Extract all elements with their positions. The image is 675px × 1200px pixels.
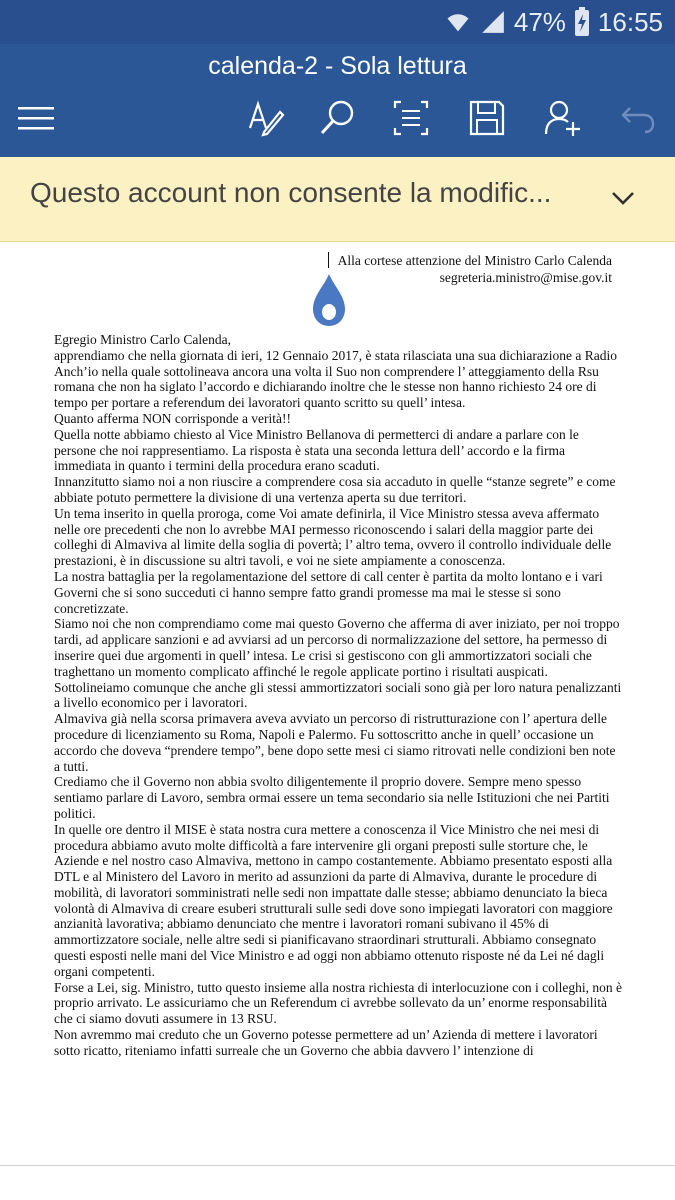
wifi-icon [444,8,472,36]
paragraph: Quella notte abbiamo chiesto al Vice Ministro Bellanova di permetterci di andare a parlare con le persone che noi rappresentiamo. La risposta è stata una seconda lettura dell’ accordo e la firma immediata in quanto i termini della procedura erano scaduti. [54,426,579,474]
recipient-block [338,252,612,286]
save-icon [467,98,507,138]
paragraph: apprendiamo che nella giornata di ieri, 12 Gennaio 2017, è stata rilasciata una sua dichiarazione a Radio Anch’io nella quale sottolineava ancora una volta il Suo non comprendere l’ atteggiamento della Rsu romana che non ha siglato l’accordo e dichiarando inoltre che le stesse non hanno richiesto 24 ore di tempo per portare a referendum dei lavoratori quanto scritto su quell’ intesa. [54,347,618,411]
paragraph: Egregio Ministro Carlo Calenda, [54,332,231,347]
letter-body [54,332,624,1059]
recipient-line: Alla cortese attenzione del Ministro Carlo Calenda [337,253,612,268]
status-bar [0,0,675,44]
undo-icon [618,98,658,138]
selection-handle-icon[interactable] [312,272,346,328]
document-page [0,242,675,1200]
paragraph: Forse a Lei, sig. Ministro, tutto questo insieme alla nostra richiesta di interlocuzione con i colleghi, non è proprio arrivato. Le assicuriamo che un Referendum ci avrebbe sollevato da un’ enorme responsabilità che ci siamo dovuti assumere in 13 RSU. [54,979,622,1027]
battery-percent: 47% [513,6,566,37]
paragraph: Un tema inserito in quella proroga, come Voi amate definirla, il Vice Ministro stessa aveva affermato nelle ore precedenti che non lo avrebbe MAI permesso riconoscendo i salari della maggior parte dei colleghi di Almaviva al limite della soglia di povertà; l’ altro tema, ovvero il controllo individuale delle prestazioni, è in discussione su altri tavoli, e voi ne siete ampiamente a conoscenza. [54,505,612,569]
paragraph: Innanzitutto siamo noi a non riuscire a comprendere cosa sia accaduto in quelle “stanze segrete” e come abbiate potuto permettere la divisione di una vertenza aperta su due territori. [54,474,616,505]
share-person-icon [543,98,583,138]
signal-icon [480,9,506,35]
banner-message: Questo account non consente la modific... [30,177,552,208]
paragraph: In quelle ore dentro il MISE è stata nostra cura mettere a conoscenza il Vice Ministro che nei mesi di procedura abbiamo avuto molte difficoltà a fare intervenire gli organi preposti sulle storture che, le Aziende e nel nostro caso Almaviva, mettono in campo costantemente. Abbiamo presentato esposti alla DTL e al Ministero del Lavoro in merito ad assunzioni da parte di Almaviva, durante le procedure di mobilità, di lavoratori somministrati nelle sedi non impattate dalle stesse; abbiamo denunciato la bieca volontà di Almaviva di creare esuberi strutturali sulle sedi dove sono impiegati lavoratori con maggiore anzianità lavorativa; abbiamo denunciato che mentre i lavoratori romani subivano il 45% di ammortizzatore sociale, nelle altre sedi si pianificavano straordinari strutturali. Abbiamo consegnato questi esposti nelle mani del Vice Ministro e ad oggi non abbiamo ottenuto risposte né da Lei né dagli organi competenti. [54,821,613,979]
search-button[interactable] [316,96,360,140]
menu-button[interactable] [14,96,58,140]
undo-button[interactable] [616,96,660,140]
paragraph: Crediamo che il Governo non abbia svolto diligentemente il proprio dovere. Sempre meno spesso sentiamo parlare di Lavoro, sembra ormai essere un tema secondario sia nelle Istituzioni che nei Partiti politici. [54,774,610,821]
reading-view-icon [391,98,431,138]
pen-edit-icon [246,98,286,138]
paragraph: Almaviva già nella scorsa primavera aveva avviato un percorso di ristrutturazione con l’ apertura delle procedure di licenziamento su Roma, Napoli e Palermo. Fu sottoscritto anche in quell’ occasione un accordo che doveva “prendere tempo”, bene dopo sette mesi ci siamo ritrovati nelle condizioni ben note a tutti. [54,711,616,774]
text-cursor [328,252,329,268]
battery-charging-icon [574,7,590,37]
menu-icon [16,104,56,132]
search-icon [318,98,358,138]
paragraph: La nostra battaglia per la regolamentazione del settore di call center è partita da molto lontano e i vari Governi che si sono succeduti ci hanno sempre fatto grandi promesse ma mai le stesse si sono concretizzate. [54,568,603,616]
clock: 16:55 [597,6,663,37]
chevron-down-icon[interactable] [608,186,638,210]
reading-view-button[interactable] [389,96,433,140]
recipient-email: segreteria.ministro@mise.gov.it [439,270,612,285]
share-button[interactable] [541,96,585,140]
paragraph: Quanto afferma NON corrisponde a verità!! [54,410,292,426]
paragraph: Non avremmo mai creduto che un Governo potesse permettere ad un’ Azienda di mettere i lavoratori sotto ricatto, riteniamo infatti surreale che un Governo che abbia davvero l’ intenzione di [54,1027,598,1058]
app-bar [0,44,675,157]
edit-button[interactable] [244,96,288,140]
document-title: calenda-2 - Sola lettura [208,52,467,80]
readonly-banner[interactable] [0,157,675,242]
paragraph: Siamo noi che non comprendiamo come mai questo Governo che afferma di aver iniziato, per noi troppo tardi, ad applicare sanzioni e ad avviarsi ad un percorso di normalizzazione del settore, ha permesso di inserire quei due argomenti in quell’ intesa. Le crisi si gestiscono con gli ammortizzatori sociali che traghettano un momento complicato affinché le regole applicate portino i risultati auspicati. Sottolineiamo comunque che anche gli stessi ammortizzatori sociali sono già per loro natura penalizzanti a livello economico per i lavoratori. [54,616,622,711]
page-divider [0,1165,675,1166]
save-button[interactable] [465,96,509,140]
